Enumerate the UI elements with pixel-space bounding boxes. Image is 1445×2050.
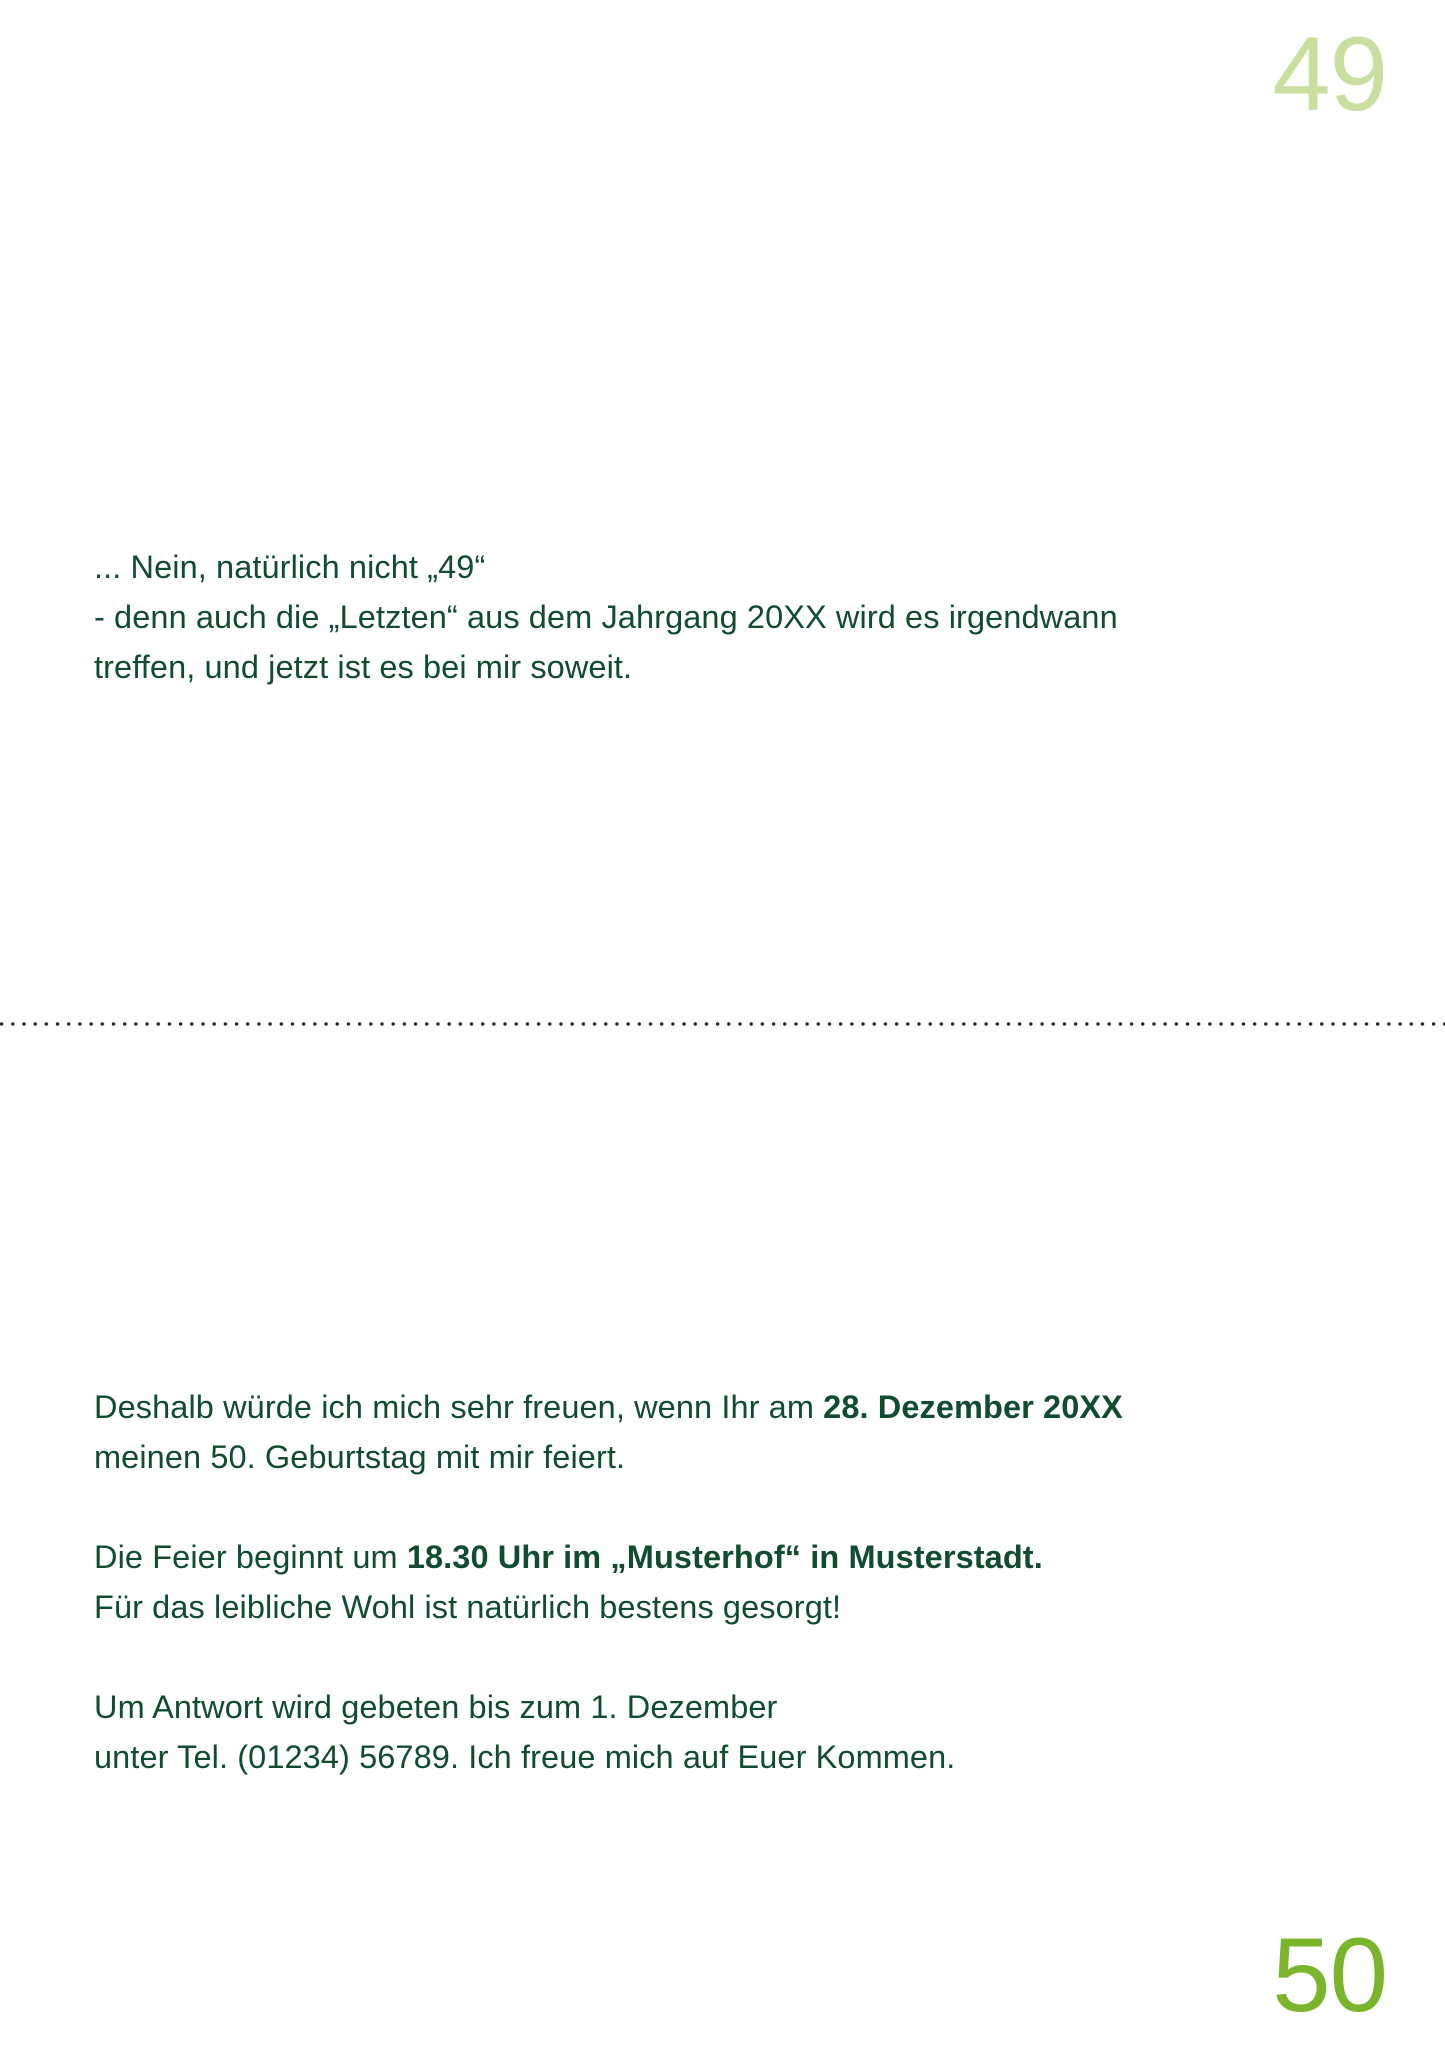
page-number-top: 49 <box>1272 16 1387 133</box>
paragraph <box>94 1382 1384 1482</box>
body-text: - denn auch die „Letzten“ aus dem Jahrgang 20XX wird es irgendwann <box>94 599 1118 635</box>
text-line <box>94 1732 1384 1782</box>
body-text: unter Tel. (01234) 56789. Ich freue mich auf Euer Kommen. <box>94 1739 956 1775</box>
text-line <box>94 1532 1384 1582</box>
body-text: Deshalb würde ich mich sehr freuen, wenn Ihr am <box>94 1389 824 1425</box>
body-text: meinen 50. Geburtstag mit mir feiert. <box>94 1439 626 1475</box>
body-text: Um Antwort wird gebeten bis zum 1. Dezember <box>94 1689 778 1725</box>
text-line <box>94 1582 1384 1632</box>
text-line <box>94 542 1384 592</box>
text-line <box>94 1382 1384 1432</box>
body-text: Die Feier beginnt um <box>94 1539 407 1575</box>
text-line <box>94 642 1384 692</box>
text-line <box>94 592 1384 642</box>
emphasis-text: 18.30 Uhr im „Musterhof“ in Musterstadt. <box>406 1539 1043 1575</box>
body-text: Für das leibliche Wohl ist natürlich bestens gesorgt! <box>94 1589 842 1625</box>
invitation-text-block <box>94 1382 1384 1782</box>
body-text: treffen, und jetzt ist es bei mir soweit. <box>94 649 633 685</box>
page-number-bottom: 50 <box>1272 1917 1387 2034</box>
text-line <box>94 1432 1384 1482</box>
paragraph <box>94 1532 1384 1632</box>
body-text: ... Nein, natürlich nicht „49“ <box>94 549 486 585</box>
dotted-divider <box>0 1022 1445 1026</box>
paragraph <box>94 1682 1384 1782</box>
intro-text-block <box>94 542 1384 692</box>
paragraph <box>94 542 1384 692</box>
emphasis-text: 28. Dezember 20XX <box>823 1389 1123 1425</box>
text-line <box>94 1682 1384 1732</box>
